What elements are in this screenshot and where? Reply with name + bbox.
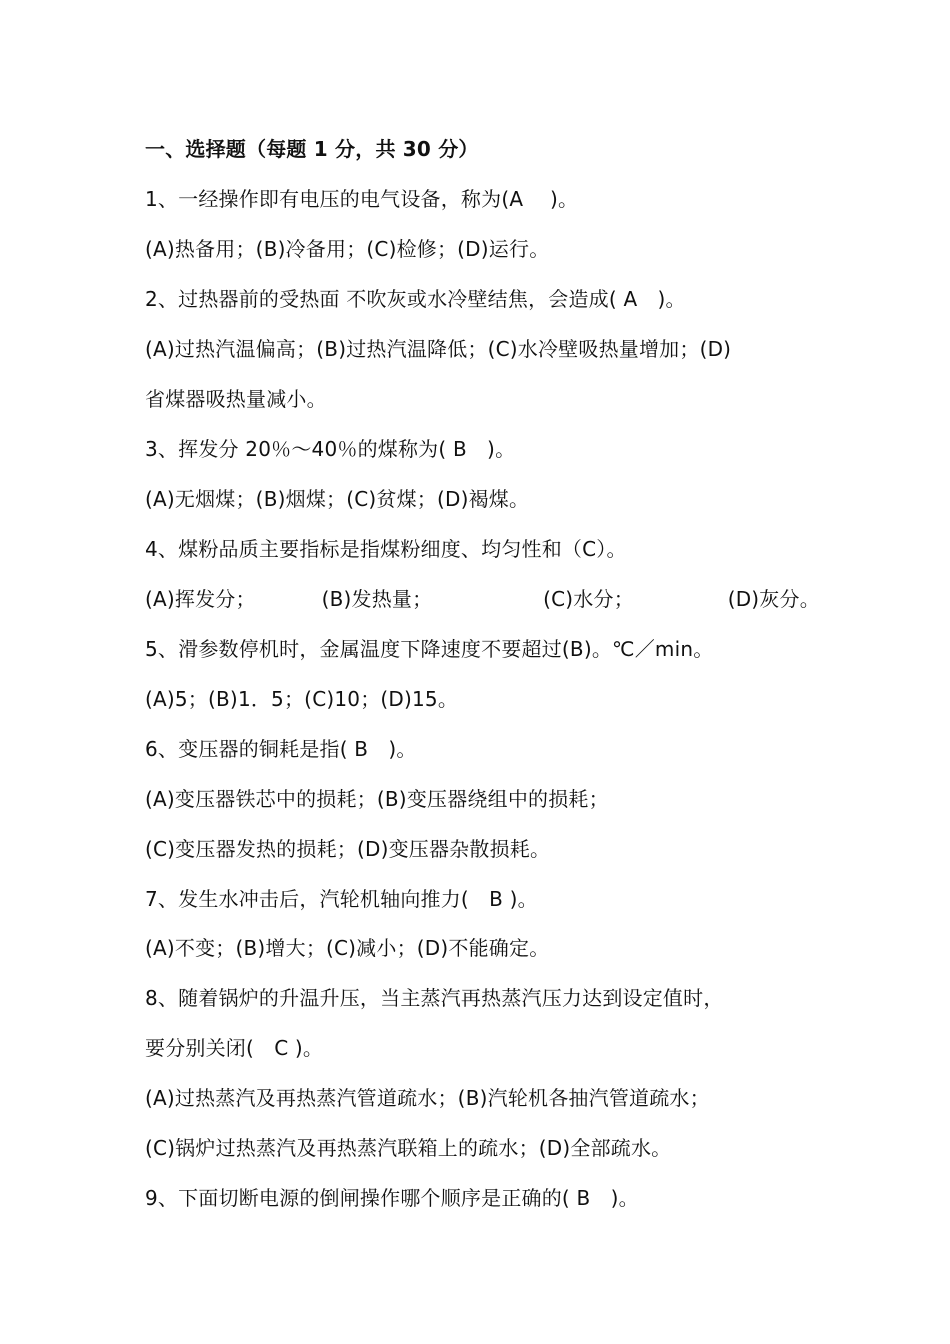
- question-7: 7、发生水冲击后，汽轮机轴向推力( B )。: [145, 887, 538, 911]
- question-4-option-b: (B)发热量；: [321, 587, 433, 611]
- question-1-options: (A)热备用；(B)冷备用；(C)检修；(D)运行。: [145, 237, 550, 261]
- question-4-option-c: (C)水分；: [543, 587, 634, 611]
- question-1: 1、一经操作即有电压的电气设备，称为(A )。: [145, 187, 579, 211]
- question-4-option-a: (A)挥发分；: [145, 587, 256, 611]
- question-2-options-line2: 省煤器吸热量减小。: [145, 387, 327, 411]
- question-3-options: (A)无烟煤；(B)烟煤；(C)贫煤；(D)褐煤。: [145, 487, 530, 511]
- question-6-options-line2: (C)变压器发热的损耗；(D)变压器杂散损耗。: [145, 837, 551, 861]
- question-4-option-d: (D)灰分。: [727, 587, 820, 611]
- question-3: 3、挥发分 20％～40％的煤称为( B )。: [145, 437, 516, 461]
- question-4: 4、煤粉品质主要指标是指煤粉细度、均匀性和（C）。: [145, 537, 627, 561]
- question-8-line1: 8、随着锅炉的升温升压，当主蒸汽再热蒸汽压力达到设定值时，: [145, 986, 724, 1010]
- question-5-options: (A)5；(B)1．5；(C)10；(D)15。: [145, 687, 459, 711]
- question-8-line2: 要分别关闭( C )。: [145, 1036, 324, 1060]
- question-7-options: (A)不变；(B)增大；(C)减小；(D)不能确定。: [145, 936, 550, 960]
- question-2: 2、过热器前的受热面 不吹灰或水冷壁结焦，会造成( A )。: [145, 287, 686, 311]
- question-2-options-line1: (A)过热汽温偏高；(B)过热汽温降低；(C)水冷壁吸热量增加；(D): [145, 337, 732, 361]
- question-8-options-line2: (C)锅炉过热蒸汽及再热蒸汽联箱上的疏水；(D)全部疏水。: [145, 1136, 672, 1160]
- question-8-options-line1: (A)过热蒸汽及再热蒸汽管道疏水；(B)汽轮机各抽汽管道疏水；: [145, 1086, 710, 1110]
- question-4-options: [145, 586, 820, 612]
- question-6: 6、变压器的铜耗是指( B )。: [145, 737, 417, 761]
- section-heading: 一、选择题（每题 1 分，共 30 分）: [145, 137, 479, 161]
- question-5: 5、滑参数停机时，金属温度下降速度不要超过(B)。℃／min。: [145, 637, 714, 661]
- question-9: 9、下面切断电源的倒闸操作哪个顺序是正确的( B )。: [145, 1186, 639, 1210]
- question-6-options-line1: (A)变压器铁芯中的损耗；(B)变压器绕组中的损耗；: [145, 787, 609, 811]
